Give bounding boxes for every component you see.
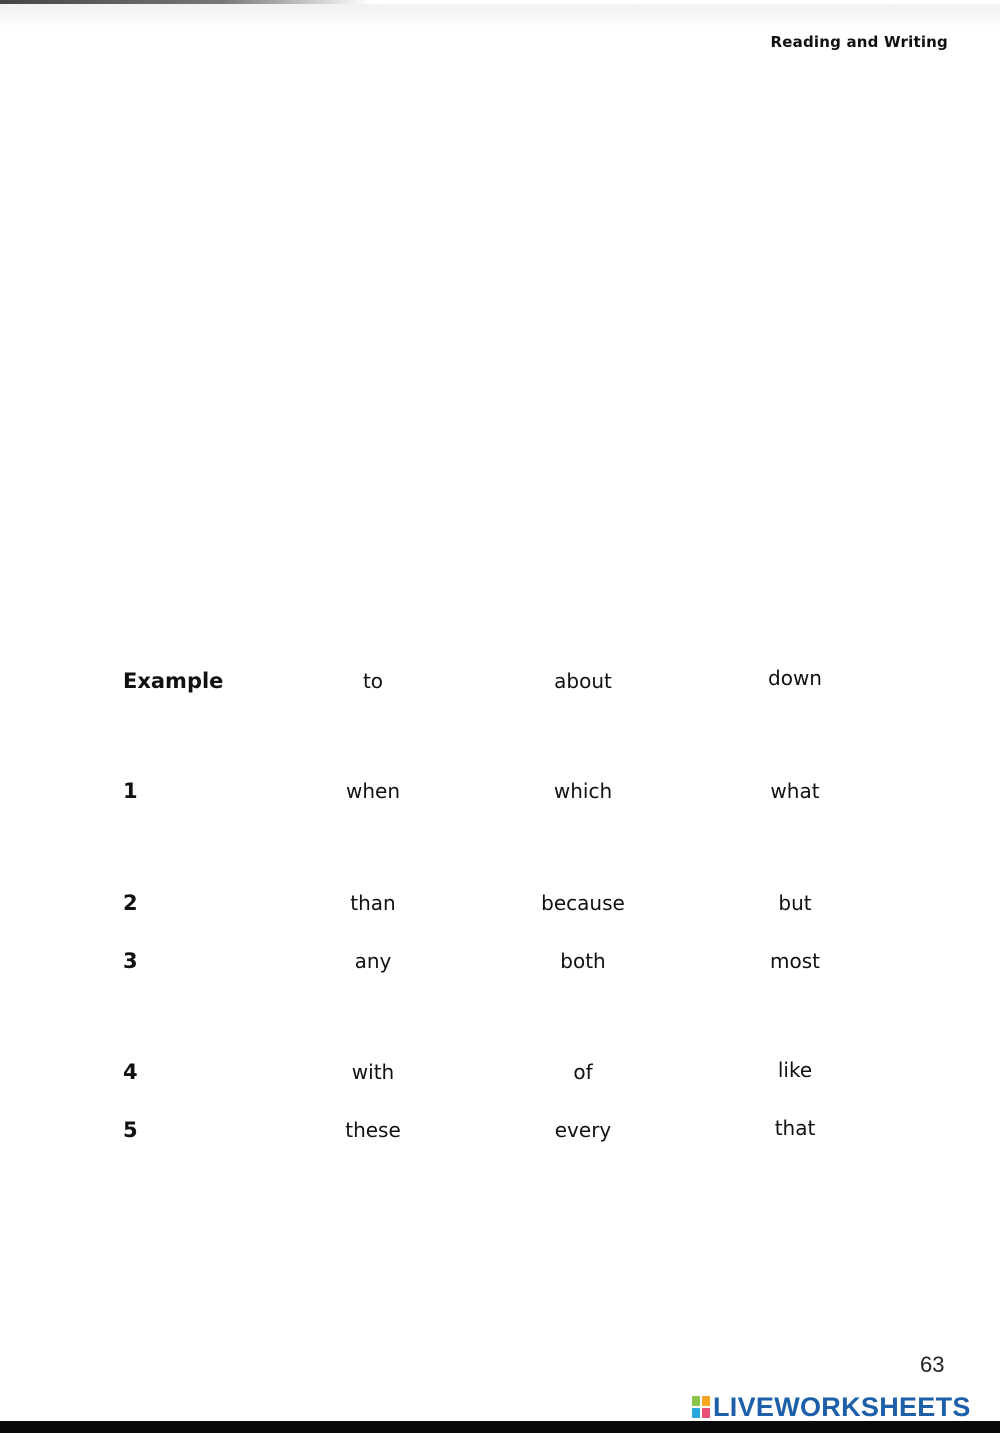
table-row-1: [0, 776, 1000, 806]
scan-bottom-edge: [0, 1421, 1000, 1433]
word-option: when: [345, 779, 401, 803]
word-option: down: [768, 666, 822, 690]
word-option: what: [770, 779, 820, 803]
liveworksheets-logo-icon: [692, 1396, 710, 1418]
table-row-3: [0, 946, 1000, 976]
word-option: of: [573, 1060, 593, 1084]
row-label: 5: [123, 1118, 138, 1142]
word-option: like: [777, 1058, 813, 1082]
liveworksheets-brand: [692, 1392, 971, 1422]
word-option: about: [554, 669, 612, 693]
table-row-example: [0, 666, 1000, 696]
word-option: every: [554, 1118, 612, 1142]
row-label: 4: [123, 1060, 138, 1084]
logo-square-icon: [692, 1408, 700, 1418]
logo-square-icon: [702, 1408, 710, 1418]
logo-square-icon: [692, 1396, 700, 1406]
row-label: 3: [123, 949, 138, 973]
section-header: Reading and Writing: [770, 33, 948, 51]
table-row-4: [0, 1057, 1000, 1087]
word-option: than: [350, 891, 396, 915]
row-label: 1: [123, 779, 138, 803]
row-label: Example: [123, 669, 224, 693]
word-option: to: [362, 669, 384, 693]
word-option: that: [774, 1116, 816, 1140]
word-option: because: [541, 891, 625, 915]
word-option: any: [354, 949, 392, 973]
brand-wordmark: LIVEWORKSHEETS: [713, 1391, 971, 1422]
word-option: which: [553, 779, 613, 803]
page-number: 63: [920, 1352, 945, 1377]
table-row-2: [0, 888, 1000, 918]
row-label: 2: [123, 891, 138, 915]
table-row-5: [0, 1115, 1000, 1145]
word-option: both: [560, 949, 606, 973]
word-option: most: [770, 949, 820, 973]
word-option: but: [778, 891, 812, 915]
word-option: with: [351, 1060, 395, 1084]
logo-square-icon: [702, 1396, 710, 1406]
word-option: these: [345, 1118, 401, 1142]
